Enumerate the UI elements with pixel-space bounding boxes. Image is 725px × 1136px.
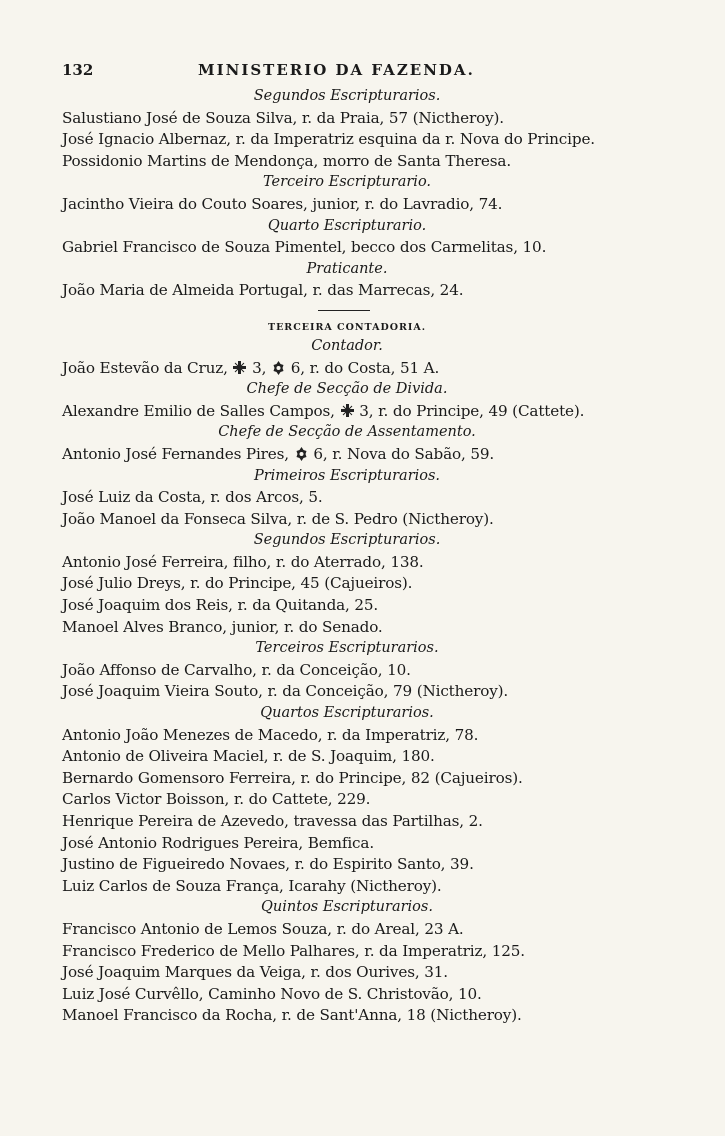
section-heading: Praticante. — [306, 260, 388, 277]
entry-line: Luiz Carlos de Souza França, Icarahy (Nictheroy). — [62, 876, 442, 895]
page-content — [62, 86, 632, 1027]
entry-line: João Affonso de Carvalho, r. da Conceição, 10. — [62, 660, 411, 679]
entry-line: João Manoel da Fonseca Silva, r. de S. Pedro (Nictheroy). — [62, 509, 494, 528]
entry-line: Antonio de Oliveira Maciel, r. de S. Joaquim, 180. — [62, 747, 435, 766]
entry-line: Antonio José Ferreira, filho, r. do Aterrado, 138. — [62, 552, 424, 571]
entry-line: José Joaquim Vieira Souto, r. da Conceição, 79 (Nictheroy). — [62, 682, 509, 701]
entry-line: Gabriel Francisco de Souza Pimentel, becco dos Carmelitas, 10. — [62, 238, 547, 257]
entry-name: Alexandre Emilio de Salles Campos, — [62, 401, 335, 420]
running-title: MINISTERIO DA FAZENDA. — [198, 61, 475, 79]
entry-line: Luiz José Curvêllo, Caminho Novo de S. Christovão, 10. — [62, 984, 482, 1003]
rose-insignia-icon — [295, 446, 308, 460]
entry-name: João Estevão da Cruz, — [62, 358, 228, 377]
entry-line: José Joaquim dos Reis, r. da Quitanda, 25. — [62, 596, 379, 615]
cross-insignia-icon — [341, 402, 354, 415]
section-heading: Chefe de Secção de Divida. — [246, 381, 448, 398]
entry-line: Manoel Alves Branco, junior, r. do Senado. — [62, 617, 383, 636]
section-heading: Quintos Escripturarios. — [261, 899, 433, 916]
entry-name: Antonio José Fernandes Pires, — [62, 444, 289, 463]
entry-line — [62, 401, 632, 423]
page-header — [62, 61, 622, 81]
entry-line: Salustiano José de Souza Silva, r. da Praia, 57 (Nictheroy). — [62, 108, 504, 127]
entry-line: Possidonio Martins de Mendonça, morro de Santa Theresa. — [62, 151, 511, 170]
entry-line: José Ignacio Albernaz, r. da Imperatriz esquina da r. Nova do Principe. — [62, 130, 595, 149]
entry-line: Jacintho Vieira do Couto Soares, junior, r. do Lavradio, 74. — [62, 194, 503, 213]
entry-line: Henrique Pereira de Azevedo, travessa das Partilhas, 2. — [62, 812, 483, 830]
section-heading: Terceiro Escripturario. — [262, 174, 432, 191]
entry-line — [62, 358, 632, 380]
cross-insignia-icon — [233, 359, 246, 372]
entry-line: José Antonio Rodrigues Pereira, Bemfica. — [62, 833, 374, 852]
entry-detail: 6, r. do Costa, 51 A. — [290, 358, 440, 377]
entry-line: José Joaquim Marques da Veiga, r. dos Ourives, 31. — [62, 963, 448, 982]
entry-line — [62, 444, 632, 466]
entry-line: Antonio João Menezes de Macedo, r. da Imperatriz, 78. — [62, 725, 479, 744]
entry-detail: 6, r. Nova do Sabão, 59. — [313, 444, 495, 463]
section-heading: Segundos Escripturarios. — [253, 88, 441, 104]
separator — [62, 302, 632, 320]
section-heading: Contador. — [311, 337, 383, 354]
entry-line: José Luiz da Costa, r. dos Arcos, 5. — [62, 488, 323, 507]
entry-line: Francisco Frederico de Mello Palhares, r. da Imperatriz, 125. — [62, 941, 525, 960]
section-heading: Primeiros Escripturarios. — [253, 467, 441, 484]
page-number: 132 — [62, 61, 94, 79]
entry-line: Francisco Antonio de Lemos Souza, r. do Areal, 23 A. — [62, 919, 464, 938]
section-heading: Terceiros Escripturarios. — [255, 640, 439, 657]
entry-detail: 3, — [252, 358, 267, 377]
section-heading: Segundos Escripturarios. — [253, 532, 441, 549]
entry-line: Bernardo Gomensoro Ferreira, r. do Principe, 82 (Cajueiros). — [62, 768, 523, 787]
section-heading: Quarto Escripturario. — [267, 217, 427, 234]
section-heading: Quartos Escripturarios. — [260, 705, 434, 722]
entry-line: José Julio Dreys, r. do Principe, 45 (Cajueiros). — [62, 574, 413, 593]
entry-line: Manoel Francisco da Rocha, r. de Sant'Anna, 18 (Nictheroy). — [62, 1006, 522, 1025]
entry-line: João Maria de Almeida Portugal, r. das Marrecas, 24. — [62, 281, 464, 300]
section-title: TERCEIRA CONTADORIA. — [268, 321, 426, 333]
entry-detail: 3, r. do Principe, 49 (Cattete). — [359, 401, 585, 420]
section-heading: Chefe de Secção de Assentamento. — [218, 424, 476, 441]
rose-insignia-icon — [272, 360, 285, 374]
entry-line: Justino de Figueiredo Novaes, r. do Espirito Santo, 39. — [62, 855, 474, 874]
entry-line: Carlos Victor Boisson, r. do Cattete, 229. — [62, 790, 371, 809]
